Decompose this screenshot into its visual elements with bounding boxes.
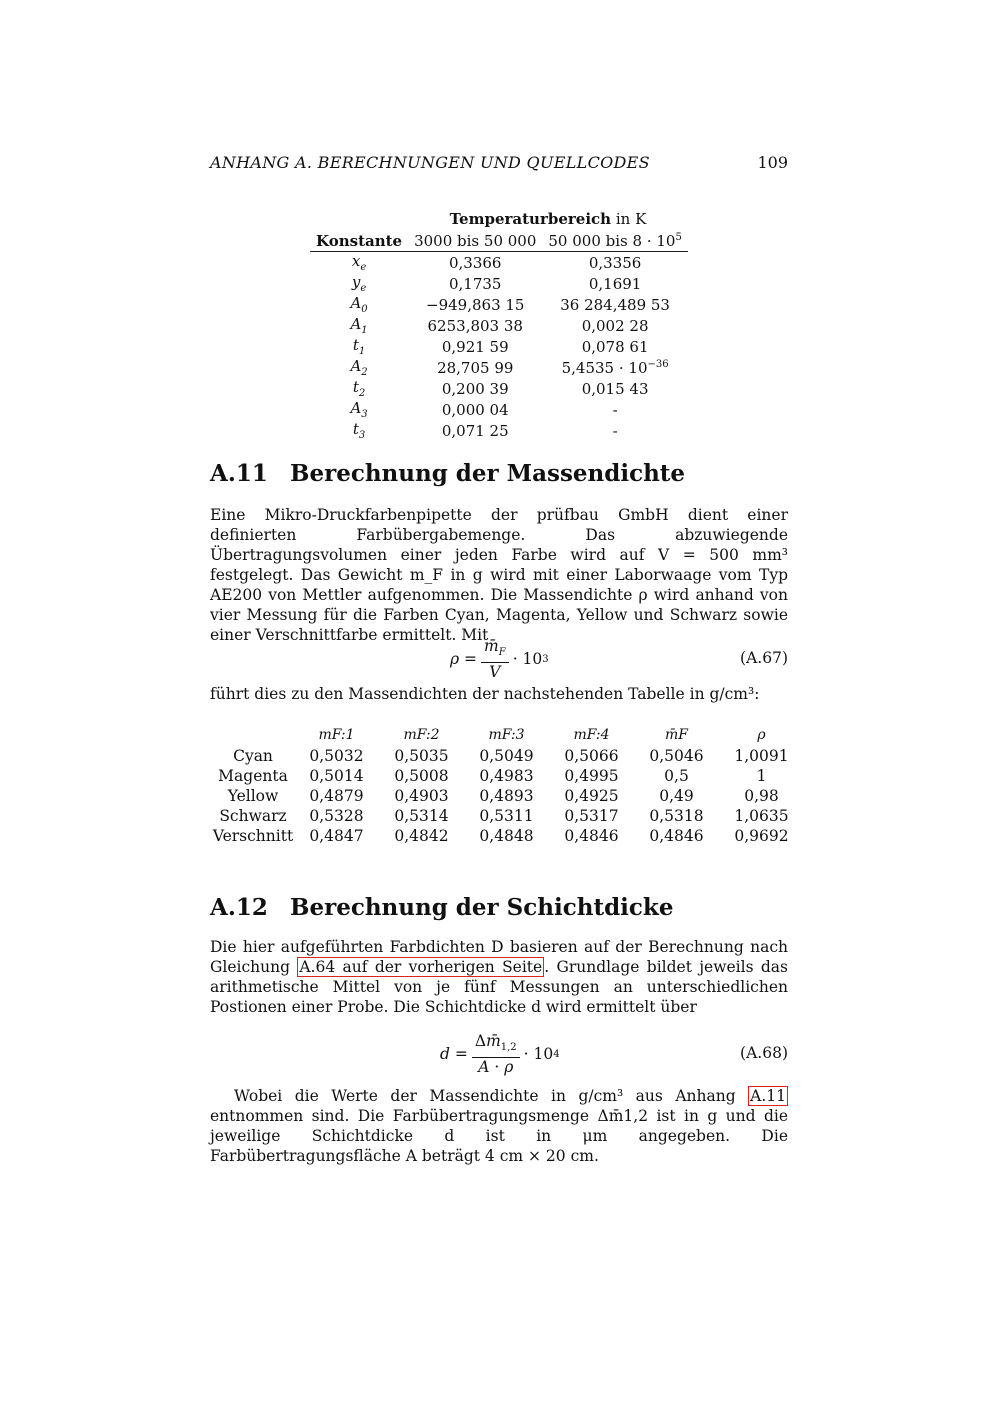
value-range1: 28,705 99 [437,358,514,377]
value-range2: 0,078 61 [581,337,649,356]
equation-a68: d = $\frac{\Delta m̄_{1,2}}{A \cdot \rho}$ · 10 4 (A.68) [440,1032,788,1077]
group-header: Temperaturbereich in K [449,210,647,228]
density-col-header: m̄F [665,727,688,743]
value-range1: 0,1735 [448,274,502,293]
density-cell: 0,4848 [479,827,534,845]
constants-row [310,315,688,336]
value-range2: - [612,400,618,419]
constants-table [310,208,688,441]
constants-row [310,420,688,441]
equation-label-a67: (A.67) [740,649,788,667]
value-range2: $5,4535 \cdot 10^{-36}$ [561,358,669,377]
equation-label-a68: (A.68) [740,1044,788,1062]
section-link-a11[interactable]: A.11 [750,1087,786,1105]
constants-row [310,357,688,378]
paragraph-a12: Die hier aufgeführten Farbdichten D basieren auf der Berechnung nach Gleichung A.64 auf der vorherigen Seite . Grundlage bildet jeweils das arithmetische Mittel von je fünf Messungen an unterschiedlichen Postionen einer Probe. Die Schichtdicke d wird ermittelt über [210,938,788,1016]
col-range2: 50 000 bis $8 \cdot 10^5$ [542,230,687,252]
density-cell: 0,4995 [564,767,619,785]
constant-symbol: $A_3$ [350,399,368,420]
density-cell: 0,5328 [309,807,364,825]
density-row [212,746,804,766]
constant-symbol: $A_0$ [350,294,368,315]
density-cell: 0,4847 [309,827,364,845]
density-cell: 0,4893 [479,787,534,805]
density-cell: 0,5032 [309,747,364,765]
density-cell: 0,4846 [564,827,619,845]
equation-link-a64[interactable]: A.64 auf der vorherigen Seite [299,958,543,976]
running-header [210,153,788,172]
constant-symbol: $A_2$ [350,357,368,378]
color-name: Magenta [218,767,288,785]
density-cell: 1,0091 [734,747,789,765]
density-cell: 0,5014 [309,767,364,785]
col-range1: 3000 bis 50 000 [408,230,542,252]
density-cell: 1 [756,767,767,785]
value-range1: 0,3366 [448,253,502,272]
density-col-header: mF:4 [573,727,610,743]
header-title: ANHANG A. BERECHNUNGEN UND QUELLCODES [210,153,650,172]
density-col-header: ρ [757,727,766,743]
value-range2: - [612,421,618,440]
paragraph-a12-2: Wobei die Werte der Massendichte in g/cm³ aus Anhang A.11 entnommen sind. Die Farbübertragungsmenge Δm̄1,2 ist in g und die jeweilige Schichtdicke d ist in μm angegeben. Die Farbübertragungsfläche A beträgt 4 cm × 20 cm. [210,1087,788,1165]
density-cell: 1,0635 [734,807,789,825]
value-range2: 0,015 43 [581,379,649,398]
equation-a67: ρ = $\frac{m̄_F}{V}$ · 10 3 (A.67) [450,637,788,682]
density-col-header: mF:1 [318,727,355,743]
constants-row [310,252,688,274]
density-cell: 0,98 [744,787,779,805]
density-col-header: mF:2 [403,727,440,743]
density-row [212,806,804,826]
density-table [212,724,804,846]
constant-symbol: $A_1$ [350,315,368,336]
density-cell: 0,5035 [394,747,449,765]
density-cell: 0,5046 [649,747,704,765]
constant-symbol: $y_e$ [351,273,367,294]
density-col-header: mF:3 [488,727,525,743]
value-range1: 0,921 59 [441,337,509,356]
constant-symbol: $t_2$ [352,378,366,399]
constants-row [310,336,688,357]
density-cell: 0,4903 [394,787,449,805]
density-cell: 0,5049 [479,747,534,765]
paragraph-after-eq-a67: führt dies zu den Massendichten der nachstehenden Tabelle in g/cm³: [210,685,760,703]
density-cell: 0,4925 [564,787,619,805]
color-name: Verschnitt [212,827,294,845]
value-range1: −949,863 15 [426,295,525,314]
page-number: 109 [757,153,788,172]
density-cell: 0,5 [664,767,689,785]
density-cell: 0,5318 [649,807,704,825]
value-range1: 0,200 39 [441,379,509,398]
density-row [212,826,804,846]
density-cell: 0,5066 [564,747,619,765]
density-row [212,766,804,786]
density-cell: 0,5314 [394,807,449,825]
col-konstante: Konstante [310,230,408,252]
color-name: Yellow [227,787,279,805]
value-range1: 0,071 25 [441,421,509,440]
density-cell: 0,4879 [309,787,364,805]
density-cell: 0,5317 [564,807,619,825]
density-row [212,786,804,806]
density-cell: 0,5311 [479,807,534,825]
constants-row [310,273,688,294]
constants-row [310,378,688,399]
value-range2: 0,3356 [588,253,642,272]
value-range2: 36 284,489 53 [560,295,670,314]
constant-symbol: $t_1$ [352,336,366,357]
section-heading-a11: A.11 Berechnung der Massendichte [210,460,686,487]
density-cell: 0,49 [659,787,694,805]
color-name: Schwarz [219,807,287,825]
constant-symbol: $x_e$ [351,252,367,273]
density-cell: 0,4846 [649,827,704,845]
value-range1: 0,000 04 [441,400,509,419]
density-cell: 0,9692 [734,827,789,845]
value-range2: 0,002 28 [581,316,649,335]
value-range1: 6253,803 38 [427,316,523,335]
density-cell: 0,4842 [394,827,449,845]
paragraph-a11: Eine Mikro-Druckfarbenpipette der prüfbau GmbH dient einer definierten Farbübergabemenge. Das abzuwiegende Übertragungsvolumen einer jeden Farbe wird auf V = 500 mm³ festgelegt. Das Gewicht m_F in g wird mit einer Laborwaage vom Typ AE200 von Mettler aufgenommen. Die Massendichte ρ wird anhand von vier Messung für die Farben Cyan, Magenta, Yellow und Schwarz sowie einer Verschnittfarbe ermittelt. Mit [210,506,788,644]
constant-symbol: $t_3$ [352,420,366,441]
density-cell: 0,4983 [479,767,534,785]
section-heading-a12: A.12 Berechnung der Schichtdicke [210,894,674,921]
density-cell: 0,5008 [394,767,449,785]
constants-row [310,294,688,315]
value-range2: 0,1691 [588,274,642,293]
color-name: Cyan [233,747,273,765]
constants-row [310,399,688,420]
